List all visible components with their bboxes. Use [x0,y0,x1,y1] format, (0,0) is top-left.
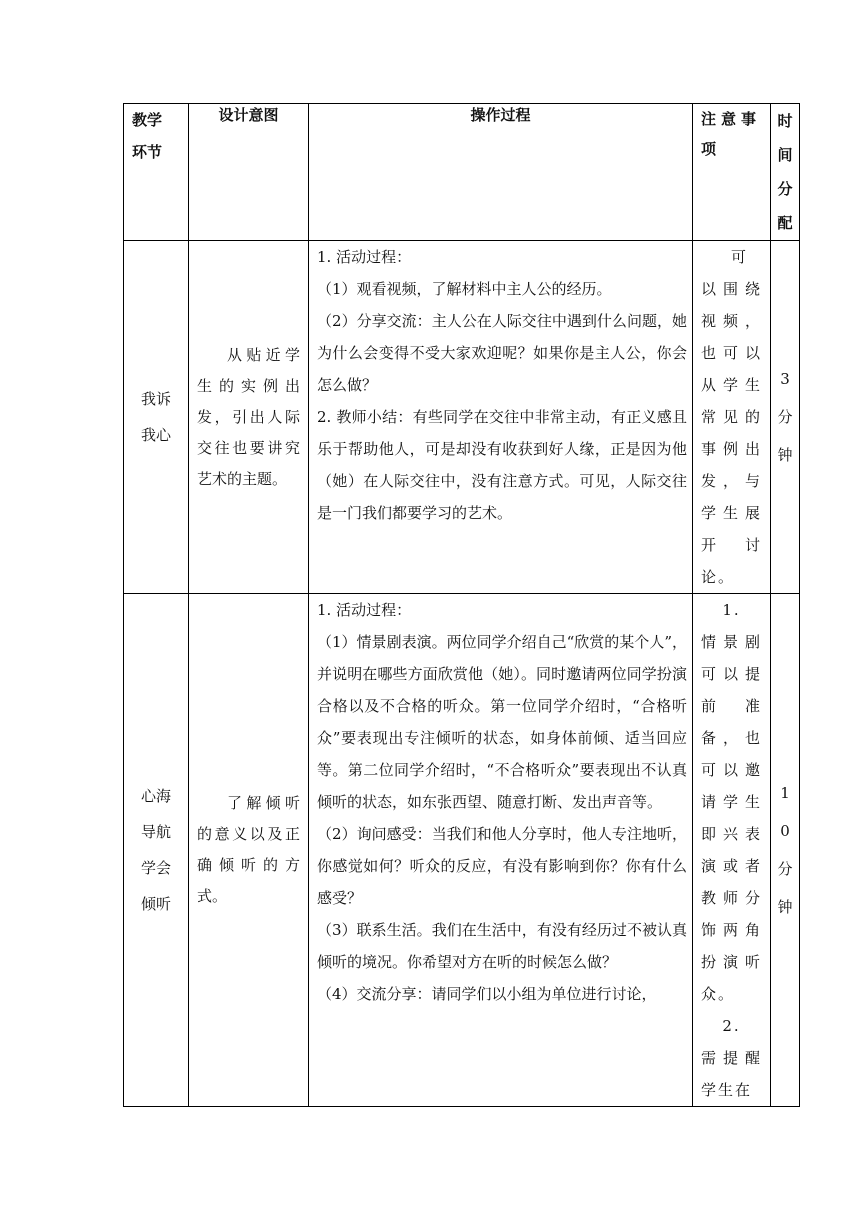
process-line: （3）联系生活。我们在生活中，有没有经历过不被认真倾听的境况。你希望对方在听的时候怎么做？ [317,921,687,971]
intent-cell: 从贴近学生的实例出发，引出人际交往也要讲究艺术的主题。 [189,241,309,594]
time-cell: 10分钟 [771,594,800,1107]
header-notes: 注意事项 [693,104,771,241]
header-row [124,104,800,241]
row-stage-1 [124,241,800,594]
note-text: 情景剧可以提前准备，也可以邀请学生即兴表演或者教师分饰两角扮演听众。 [701,633,762,1003]
note-text: 需提醒学生在 [701,1049,762,1099]
process-line: 2. 教师小结：有些同学在交往中非常主动，有正义感且乐于帮助他人，可是却没有收获到好人缘，正是因为他（她）在人际交往中，没有注意方式。可见，人际交往是一门我们都要学习的艺术。 [317,408,687,522]
process-line: （4）交流分享：请同学们以小组为单位进行讨论， [317,985,657,1003]
process-line: （2）分享交流：主人公在人际交往中遇到什么问题，她为什么会变得不受大家欢迎呢？如果你是主人公，你会怎么做？ [317,312,687,394]
intent-cell: 了解倾听的意义以及正确倾听的方式。 [189,594,309,1107]
process-line: （2）询问感受：当我们和他人分享时，他人专注地听，你感觉如何？听众的反应，有没有影响到你？你有什么感受？ [317,825,687,907]
header-time: 时间分配 [771,104,800,241]
header-design-intent: 设计意图 [189,104,309,241]
note-number: 2. [722,1017,741,1035]
time-cell: 3分钟 [771,241,800,594]
process-cell [309,241,693,594]
header-operation-process: 操作过程 [309,104,693,241]
notes-cell [693,594,771,1107]
stage-cell: 我诉我心 [124,241,189,594]
header-teaching-stage: 教学环节 [124,104,189,241]
stage-cell: 心海导航学会倾听 [124,594,189,1107]
lesson-plan-table [123,103,800,1107]
process-line: （1）情景剧表演。两位同学介绍自己“欣赏的某个人”，并说明在哪些方面欣赏他（她）。同时邀请两位同学扮演合格以及不合格的听众。第一位同学介绍时，“合格听众”要表现出专注倾听的状态，如身体前倾、适当回应等。第二位同学介绍时，“不合格听众”要表现出不认真倾听的状态，如东张西望、随意打断、发出声音等。 [317,633,687,811]
process-line: 1. 活动过程： [317,248,412,266]
row-stage-2 [124,594,800,1107]
notes-cell: 可以围绕视频，也可以从学生常见的事例出发，与学生展开讨论。 [693,241,771,594]
process-line: （1）观看视频，了解材料中主人公的经历。 [317,280,612,298]
process-line: 1. 活动过程： [317,601,412,619]
process-cell [309,594,693,1107]
note-number: 1. [722,601,741,619]
